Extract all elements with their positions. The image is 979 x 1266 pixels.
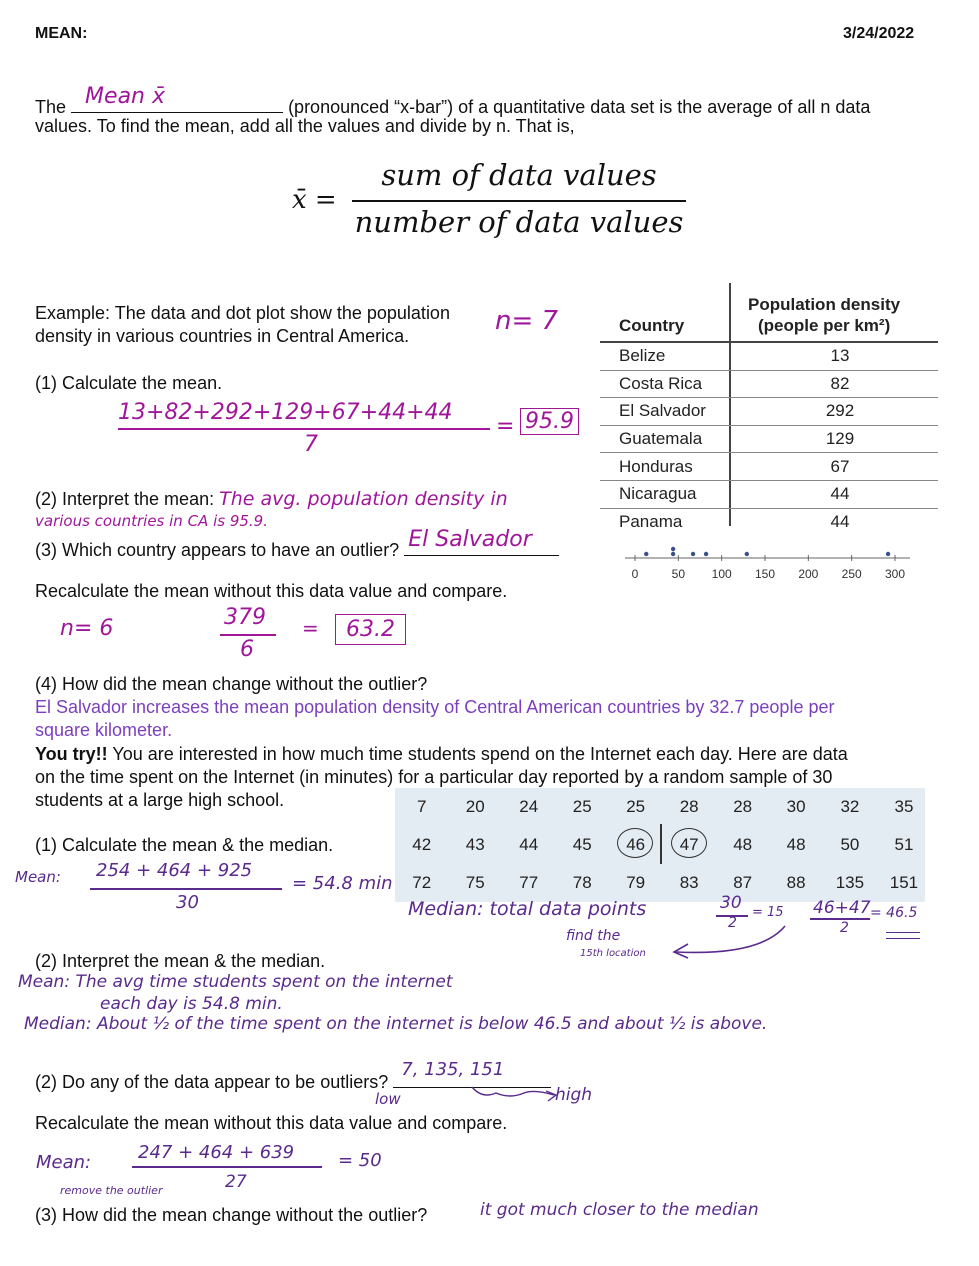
internet-table-cell: 79 xyxy=(626,873,646,892)
example-q1-answer: 95.9 xyxy=(520,408,579,435)
example-n-note: n= 7 xyxy=(495,306,559,336)
high-arrow-icon xyxy=(470,1085,560,1105)
low-note: low xyxy=(375,1090,401,1108)
page-title: MEAN: xyxy=(35,25,88,42)
density-cell: 13 xyxy=(830,346,850,366)
example-q4-answer-line1: El Salvador increases the mean population density of Central American countries by 32.7 people per xyxy=(35,697,835,717)
example-q1-bar xyxy=(118,428,490,430)
country-cell: Costa Rica xyxy=(619,373,703,393)
circle-47 xyxy=(671,828,707,858)
median-n: 30 xyxy=(720,893,742,913)
dot-plot-point xyxy=(704,552,708,556)
internet-table-cell: 47 xyxy=(679,835,699,854)
you-try-text1: You are interested in how much time students spend on the Internet each day. Here are data xyxy=(112,744,848,764)
example-recalc-denominator: 6 xyxy=(240,637,254,662)
example-q2-answer-line1: The avg. population density in xyxy=(219,488,508,510)
internet-table-cell: 72 xyxy=(412,873,432,892)
dot-plot-tick-label: 200 xyxy=(798,567,819,581)
you-try-mean-denominator: 30 xyxy=(176,892,199,913)
density-table-row xyxy=(600,508,938,535)
internet-table-cell: 28 xyxy=(733,797,753,816)
example-recalc-numerator: 379 xyxy=(224,605,266,630)
density-cell: 44 xyxy=(830,484,850,504)
internet-table-cell: 135 xyxy=(835,873,865,892)
density-table-header-units: (people per km²) xyxy=(758,316,891,335)
internet-table-cell: 78 xyxy=(572,873,592,892)
median-d: 2 xyxy=(728,915,737,931)
mean-blank-answer: Mean x̄ xyxy=(85,84,166,109)
dot-plot-point xyxy=(671,552,675,556)
internet-table-cell: 77 xyxy=(519,873,539,892)
intro-line1 xyxy=(35,84,871,118)
density-cell: 82 xyxy=(830,373,850,393)
dot-plot-tick-label: 150 xyxy=(754,567,776,581)
country-cell: Honduras xyxy=(619,456,693,476)
dot-plot-point xyxy=(691,552,695,556)
density-table-header-country: Country xyxy=(619,316,685,335)
you-try-mean-numerator: 254 + 464 + 925 xyxy=(96,860,253,881)
you-try-q1: (1) Calculate the mean & the median. xyxy=(35,835,334,855)
density-cell: 129 xyxy=(825,429,855,449)
example-recalc-bar xyxy=(220,634,276,636)
you-try-text3: students at a large high school. xyxy=(35,790,285,810)
example-recalc-answer: 63.2 xyxy=(335,614,406,645)
dot-plot-tick-label: 50 xyxy=(671,567,686,581)
internet-table-cell: 151 xyxy=(889,873,919,892)
internet-table-cell: 48 xyxy=(786,835,806,854)
density-table-row xyxy=(600,425,938,453)
you-try-q4: (3) How did the mean change without the outlier? xyxy=(35,1205,428,1225)
dot-plot-point xyxy=(745,552,749,556)
internet-table-row xyxy=(395,864,931,902)
median-answer: = 46.5 xyxy=(870,905,918,921)
internet-table-cell: 28 xyxy=(679,797,699,816)
you-try-recalc: Recalculate the mean without this data value and compare. xyxy=(35,1113,508,1133)
internet-table-cell: 51 xyxy=(894,835,914,854)
example-q4-answer-line2: square kilometer. xyxy=(35,720,173,740)
internet-table-cell: 87 xyxy=(733,873,753,892)
example-q3-answer: El Salvador xyxy=(408,527,532,552)
density-table-body xyxy=(600,343,938,535)
find-note-line1: find the xyxy=(566,928,621,944)
formula-numerator: sum of data values xyxy=(381,158,657,192)
dot-plot-tick-label: 300 xyxy=(884,567,906,581)
you-try-q2: (2) Interpret the mean & the median. xyxy=(35,951,326,971)
median-answer-underline xyxy=(886,932,920,939)
internet-table-cell: 20 xyxy=(465,797,485,816)
internet-table-row xyxy=(395,826,931,864)
dot-plot-tick-label: 100 xyxy=(711,567,732,581)
example-q1-denominator: 7 xyxy=(304,432,318,457)
recalc-bar xyxy=(132,1166,322,1168)
example-q4: (4) How did the mean change without the outlier? xyxy=(35,674,428,694)
density-cell: 67 xyxy=(830,456,850,476)
density-table-row xyxy=(600,453,938,481)
density-cell: 44 xyxy=(830,511,850,531)
circle-46 xyxy=(617,828,653,858)
country-cell: Nicaragua xyxy=(619,484,697,504)
you-try-mean-label: Mean: xyxy=(15,868,61,886)
internet-table-cell: 30 xyxy=(786,797,806,816)
density-table-row xyxy=(600,370,938,398)
dot-plot-point xyxy=(671,547,675,551)
interp-mean-line1: Mean: The avg time students spent on the internet xyxy=(18,972,453,992)
median-avg-num: 46+47 xyxy=(813,898,871,918)
median-text: Median: total data points xyxy=(408,898,647,920)
internet-table-cell: 42 xyxy=(412,835,432,854)
internet-table-cell: 7 xyxy=(417,797,427,816)
example-q1-equals: = xyxy=(496,414,515,439)
country-cell: Belize xyxy=(619,346,666,366)
outlier-blank xyxy=(404,527,559,556)
interp-median: Median: About ½ of the time spent on the internet is below 46.5 and about ½ is above. xyxy=(24,1014,768,1034)
intro-line2: values. To find the mean, add all the values and divide by n. That is, xyxy=(35,116,575,136)
you-try-mean-answer: = 54.8 min xyxy=(292,873,393,894)
example-n6: n= 6 xyxy=(60,616,114,641)
internet-table-cell: 45 xyxy=(572,835,592,854)
intro-the: The xyxy=(35,97,67,117)
example-q3-label: (3) Which country appears to have an outlier? xyxy=(35,540,400,560)
median-divider xyxy=(660,824,662,864)
find-arrow-icon xyxy=(660,922,790,962)
high-note: high xyxy=(555,1085,593,1105)
mean-blank xyxy=(71,84,283,113)
internet-table-cell: 25 xyxy=(572,797,592,816)
dot-plot xyxy=(620,540,920,590)
you-try-q4-answer: it got much closer to the median xyxy=(480,1200,759,1220)
density-table-header-density: Population density xyxy=(748,295,901,314)
you-try-q3-label: (2) Do any of the data appear to be outliers? xyxy=(35,1072,389,1092)
date: 3/24/2022 xyxy=(843,25,915,42)
country-cell: Guatemala xyxy=(619,429,703,449)
you-try-mean-bar xyxy=(90,888,282,890)
recalc-denominator: 27 xyxy=(225,1172,247,1192)
density-table-row xyxy=(600,343,938,370)
internet-table-cell: 83 xyxy=(679,873,699,892)
internet-table-cell: 48 xyxy=(733,835,753,854)
interp-mean-line2: each day is 54.8 min. xyxy=(100,994,283,1014)
internet-table-cell: 46 xyxy=(626,835,646,854)
example-line1: Example: The data and dot plot show the population xyxy=(35,303,450,323)
internet-table-cell: 44 xyxy=(519,835,539,854)
internet-table-cell: 32 xyxy=(840,797,860,816)
dot-plot-tick-label: 0 xyxy=(631,567,639,581)
median-eq: = 15 xyxy=(752,905,784,920)
example-q1-numerator: 13+82+292+129+67+44+44 xyxy=(118,400,453,425)
formula-bar xyxy=(352,200,686,202)
country-cell: Panama xyxy=(619,511,683,531)
internet-table-row xyxy=(395,788,931,826)
example-q2-answer-line2: various countries in CA is 95.9. xyxy=(35,512,268,530)
recalc-answer: = 50 xyxy=(338,1150,382,1171)
density-table xyxy=(600,283,938,531)
internet-table-cell: 25 xyxy=(626,797,646,816)
you-try-lead: You try!! xyxy=(35,744,108,764)
formula-denominator: number of data values xyxy=(354,205,684,239)
recalc-numerator: 247 + 464 + 639 xyxy=(138,1142,295,1163)
intro-rest: (pronounced “x-bar”) of a quantitative data set is the average of all n data xyxy=(288,97,871,117)
example-line2: density in various countries in Central America. xyxy=(35,326,410,346)
country-cell: El Salvador xyxy=(619,401,706,421)
example-recalc-equals: = xyxy=(302,616,319,640)
example-q2 xyxy=(35,488,508,510)
internet-table-cell: 50 xyxy=(840,835,860,854)
internet-table-cell: 43 xyxy=(465,835,485,854)
you-try-text2: on the time spent on the Internet (in minutes) for a particular day reported by a random sample of 30 xyxy=(35,767,833,787)
dot-plot-point xyxy=(886,552,890,556)
example-q2-label: (2) Interpret the mean: xyxy=(35,489,215,509)
find-note-line2: 15th location xyxy=(580,948,646,959)
formula-lhs: x̄ = xyxy=(292,185,337,215)
internet-table-cell: 35 xyxy=(894,797,914,816)
you-try-line1 xyxy=(35,744,848,765)
density-table-row xyxy=(600,480,938,508)
dot-plot-tick-label: 250 xyxy=(841,567,862,581)
internet-table-cell: 88 xyxy=(786,873,806,892)
recalc-mean-label: Mean: xyxy=(36,1152,92,1173)
internet-table xyxy=(395,788,925,902)
example-q3 xyxy=(35,527,559,561)
example-recalc: Recalculate the mean without this data value and compare. xyxy=(35,581,508,601)
remove-note: remove the outlier xyxy=(60,1184,163,1197)
internet-table-cell: 24 xyxy=(519,797,539,816)
internet-table-cell: 75 xyxy=(465,873,485,892)
density-table-row xyxy=(600,398,938,426)
density-cell: 292 xyxy=(825,401,855,421)
example-q1: (1) Calculate the mean. xyxy=(35,373,223,393)
outliers-answer: 7, 135, 151 xyxy=(401,1059,505,1080)
median-avg-den: 2 xyxy=(840,920,849,936)
dot-plot-point xyxy=(644,552,648,556)
